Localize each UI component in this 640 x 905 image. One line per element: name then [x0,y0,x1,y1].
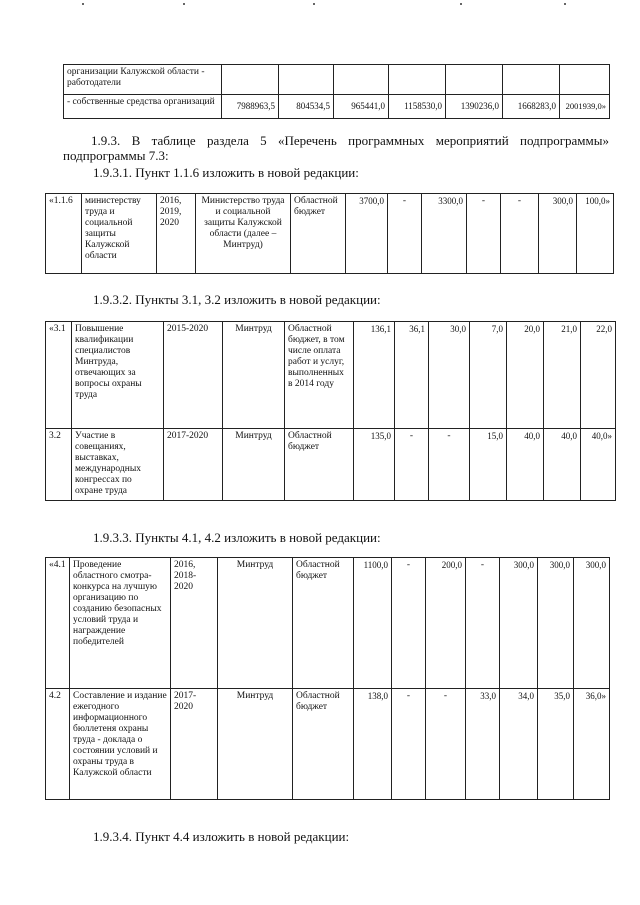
paragraph-1-9-3-4: 1.9.3.4. Пункт 4.4 изложить в новой редакции: [93,829,350,844]
scan-mark [460,3,462,5]
paragraph-1-9-3: 1.9.3. В таблице раздела 5 «Перечень программных мероприятий подпрограммы» подпрограммы 7.3: [63,133,609,163]
table-row: «1.1.6 министерству труда и социальной защиты Калужской области 2016, 2019, 2020 Министерство труда и социальной защиты Калужской области (далее – Минтруд) Областной бюджет 3700,0 - 3300,0 - - 300,0 100,0» [46,194,614,274]
table-row: «3.1 Повышение квалификации специалистов Минтруда, отвечающих за вопросы охраны труда 2015-2020 Минтруд Областной бюджет, в том числе оплата работ и услуг, выполненных в 2014 году 136,1 36,1 30,0 7,0 20,0 21,0 22,0 [46,322,616,429]
scan-mark [82,3,84,5]
scan-mark [313,3,315,5]
table-item-1-1-6 [45,193,614,274]
table-items-4 [45,557,610,800]
table-row: - собственные средства организаций 7988963,5 804534,5 965441,0 1158530,0 1390236,0 1668283,0 2001939,0» [64,95,610,119]
table-row: «4.1 Проведение областного смотра-конкурса на лучшую организацию по созданию безопасных условий труда и награждение победителей 2016, 2018-2020 Минтруд Областной бюджет 1100,0 - 200,0 - 300,0 300,0 300,0 [46,558,610,689]
table-row: 3.2 Участие в совещаниях, выставках, международных конгрессах по охране труда 2017-2020 Минтруд Областной бюджет 135,0 - - 15,0 40,0 40,0 40,0» [46,429,616,501]
table-row [64,65,610,95]
paragraph-1-9-3-2: 1.9.3.2. Пункты 3.1, 3.2 изложить в новой редакции: [93,292,381,307]
row-label: организации Калужской области - работодатели [64,65,222,95]
table-items-3 [45,321,616,501]
paragraph-1-9-3-1: 1.9.3.1. Пункт 1.1.6 изложить в новой редакции: [93,165,359,180]
top-funding-table [63,64,610,119]
row-label: - собственные средства организаций [64,95,222,119]
table-row: 4.2 Составление и издание ежегодного информационного бюллетеня охраны труда - доклада о состоянии условий и охраны труда в Калужской области 2017-2020 Минтруд Областной бюджет 138,0 - - 33,0 34,0 35,0 36,0» [46,689,610,800]
scan-mark [183,3,185,5]
scan-mark [564,3,566,5]
paragraph-1-9-3-3: 1.9.3.3. Пункты 4.1, 4.2 изложить в новой редакции: [93,530,381,545]
